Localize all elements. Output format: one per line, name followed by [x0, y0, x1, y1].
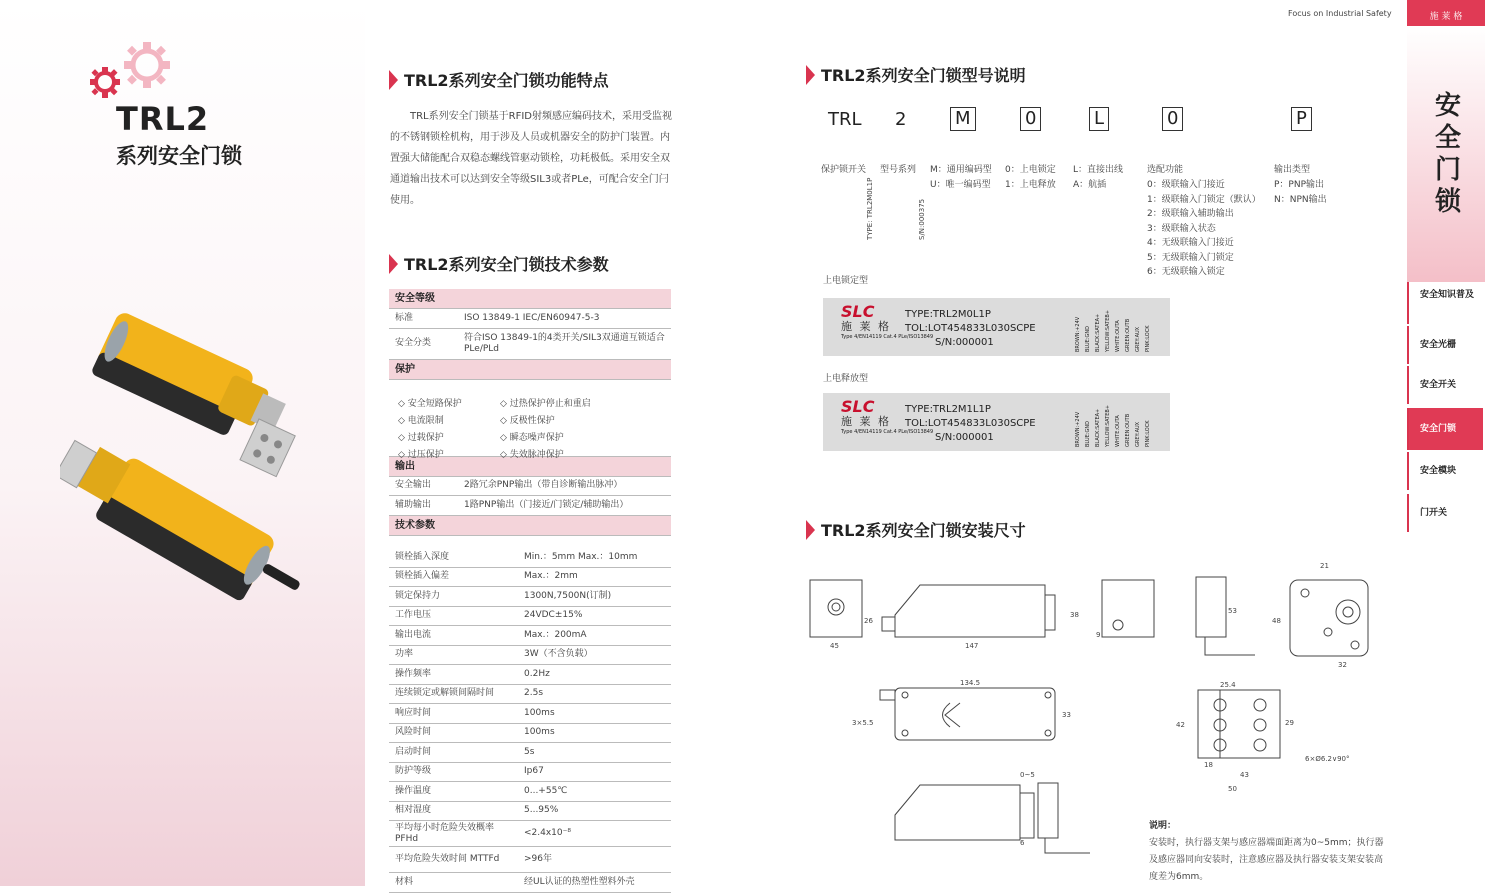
spec-key: 工作电压 — [389, 606, 518, 626]
brand-name: 施 莱 格 — [841, 320, 891, 333]
wire-label: PINK:LOCK — [1145, 325, 1151, 352]
wire-label: GREEN:OUTB — [1125, 413, 1131, 447]
spec-key: 辅助输出 — [389, 496, 458, 516]
code-out: P — [1291, 107, 1312, 131]
specs-heading: TRL2系列安全门锁技术参数 — [389, 252, 609, 275]
nameplate-lot: TOL:LOT454833L030SCPE — [905, 418, 1036, 429]
nameplate-release — [823, 393, 1170, 451]
desc-func: 4：无级联输入门接近 — [1147, 238, 1234, 248]
spec-value: 5...95% — [518, 801, 671, 821]
desc-out-title: 输出类型 — [1274, 165, 1311, 175]
dim-label: 6×Ø6.2∨90° — [1305, 755, 1350, 763]
dim-label: 50 — [1228, 785, 1237, 793]
dim-label: 134.5 — [960, 679, 981, 687]
label-lock-title: 上电锁定型 — [823, 276, 869, 286]
spec-value: ISO 13849-1 IEC/EN60947-5-3 — [458, 309, 671, 329]
wire-label: GREEN:OUTB — [1125, 318, 1131, 352]
spec-value: >96年 — [518, 847, 671, 873]
spec-value: 3W（不含负载） — [518, 645, 671, 665]
code-func: 0 — [1162, 107, 1183, 131]
wire-label: BROWN:+24V — [1075, 411, 1081, 447]
spec-key: 材料 — [389, 873, 518, 893]
slogan: Focus on Industrial Safety — [1288, 9, 1392, 18]
desc-func: 0：级联输入门接近 — [1147, 180, 1225, 190]
code-cable: L — [1089, 107, 1109, 131]
chevron-right-icon — [806, 65, 815, 85]
group-tech: 技术参数 — [389, 515, 671, 535]
spec-key: 连续锁定或解锁间隔时间 — [389, 684, 518, 704]
desc-cable0: L：直接出线 — [1073, 165, 1124, 175]
group-safety-level: 安全等级 — [389, 289, 671, 309]
spec-value: 24VDC±15% — [518, 606, 671, 626]
desc-lock0: 0：上电锁定 — [1005, 165, 1056, 175]
protection-item: ◇ 过载保护 — [398, 433, 444, 443]
tech-table — [389, 548, 671, 893]
dim-label: 33 — [1062, 711, 1071, 719]
nameplate-type: TYPE:TRL2M0L1P — [905, 309, 991, 320]
desc-func: 2：级联输入辅助输出 — [1147, 209, 1234, 219]
dim-label: 0~5 — [1020, 771, 1035, 779]
dim-label: 29 — [1285, 719, 1294, 727]
group-protection: 保护 — [389, 359, 671, 379]
spec-value: 1路PNP输出（门接近/门锁定/辅助输出） — [458, 496, 671, 516]
spec-value: Max.：200mA — [518, 626, 671, 646]
spec-key: 功率 — [389, 645, 518, 665]
spec-value: 经UL认证的热塑性塑料外壳 — [518, 873, 671, 893]
wire-label: PINK:LOCK — [1145, 420, 1151, 447]
wire-label: BLUE:GND — [1085, 326, 1091, 352]
wire-label: YELLOW:SATEB+ — [1105, 404, 1111, 447]
spec-value: 5s — [518, 743, 671, 763]
dim-label: 32 — [1338, 661, 1347, 669]
nameplate-cert: Type 4/EN14119 Cat.4 PLe/ISO13849 — [841, 429, 934, 435]
product-image — [60, 300, 360, 630]
wire-label: WHITE:OUTA — [1115, 320, 1121, 352]
code-trl: TRL — [828, 109, 862, 130]
brand-badge: 施 莱 格 — [1407, 0, 1485, 26]
group-output: 输出 — [389, 456, 671, 476]
spec-key: 安全分类 — [389, 328, 458, 359]
dim-label: 21 — [1320, 562, 1329, 570]
spec-value: 100ms — [518, 704, 671, 724]
spec-key: 锁栓插入偏差 — [389, 567, 518, 587]
sidebar-item-safety-switch[interactable]: 安全开关 — [1407, 366, 1483, 404]
spec-key: 平均危险失效时间 MTTFd — [389, 847, 518, 873]
dim-label: 25.4 — [1220, 681, 1236, 689]
protection-item: ◇ 过压保护 — [398, 450, 444, 460]
slc-logo: SLC — [841, 302, 875, 321]
wire-label: GREY:AUX — [1135, 421, 1141, 447]
sidebar-item-safety-knowledge[interactable]: 安全知识普及 — [1407, 282, 1483, 324]
install-drawings — [800, 555, 1400, 855]
nameplate-type: TYPE:TRL2M1L1P — [905, 404, 991, 415]
model-heading: TRL2系列安全门锁型号说明 — [806, 63, 1026, 86]
wire-list — [1075, 397, 1155, 447]
spec-key: 操作频率 — [389, 665, 518, 685]
spec-key: 锁栓插入深度 — [389, 548, 518, 567]
desc-type: 型号系列 — [880, 165, 917, 175]
wire-label: BLACK:SATEA+ — [1095, 313, 1101, 352]
desc-series: 保护锁开关 — [821, 165, 867, 175]
spec-key: 相对湿度 — [389, 801, 518, 821]
spec-value: 0.2Hz — [518, 665, 671, 685]
dim-label: 48 — [1272, 617, 1281, 625]
spec-value: Min.：5mm Max.：10mm — [518, 548, 671, 567]
spec-value: 符合ISO 13849-1的4类开关/SIL3双通道互锁适合PLe/PLd — [458, 328, 671, 359]
spec-key: 标准 — [389, 309, 458, 329]
spec-key: 风险时间 — [389, 723, 518, 743]
spec-value: 1300N,7500N(订制) — [518, 587, 671, 607]
sidebar-item-door-lock[interactable]: 安全门锁 — [1407, 408, 1483, 450]
wire-label: YELLOW:SATEB+ — [1105, 309, 1111, 352]
chevron-right-icon — [806, 520, 815, 540]
nameplate-info — [905, 308, 1036, 350]
wire-label: WHITE:OUTA — [1115, 415, 1121, 447]
spec-key: 平均每小时危险失效概率 PFHd — [389, 821, 518, 847]
nameplate-info — [905, 403, 1036, 445]
label-release-title: 上电释放型 — [823, 374, 869, 384]
protection-item: ◇ 反极性保护 — [500, 416, 555, 426]
chevron-right-icon — [389, 254, 398, 274]
nameplate-lock — [823, 298, 1170, 356]
wire-label: GREY:AUX — [1135, 326, 1141, 352]
protection-item: ◇ 电流限制 — [398, 416, 444, 426]
vertical-sn: S/N:000375 — [918, 198, 926, 240]
desc-func-title: 选配功能 — [1147, 165, 1184, 175]
dim-label: 18 — [1204, 761, 1213, 769]
features-heading: TRL2系列安全门锁功能特点 — [389, 68, 609, 91]
desc-m0: M：通用编码型 — [930, 165, 992, 175]
nameplate-cert: Type 4/EN14119 Cat.4 PLe/ISO13849 — [841, 334, 934, 340]
desc-func: 3：级联输入状态 — [1147, 223, 1216, 234]
spec-key: 操作温度 — [389, 782, 518, 802]
dim-label: 42 — [1176, 721, 1185, 729]
sidebar-title: 安全门锁 — [1435, 91, 1462, 217]
spec-value: <2.4x10⁻⁸ — [518, 821, 671, 847]
protection-item: ◇ 过热保护停止和重启 — [500, 399, 591, 409]
spec-key: 响应时间 — [389, 704, 518, 724]
spec-key: 输出电流 — [389, 626, 518, 646]
desc-m1: U：唯一编码型 — [930, 180, 991, 190]
spec-value: 100ms — [518, 723, 671, 743]
dim-label: 26 — [864, 617, 873, 625]
brand-name: 施 莱 格 — [841, 415, 891, 428]
dim-label: 43 — [1240, 771, 1249, 779]
install-note — [1149, 818, 1389, 886]
product-title: TRL2 — [116, 100, 210, 138]
sidebar-item-safety-module[interactable]: 安全模块 — [1407, 452, 1483, 490]
dim-label: 38 — [1070, 611, 1079, 619]
dim-label: 53 — [1228, 607, 1237, 615]
dim-label: 9 — [1096, 631, 1101, 639]
gear-icon — [85, 40, 175, 105]
dim-label: 6 — [1020, 839, 1025, 847]
protection-item: ◇ 安全短路保护 — [398, 399, 462, 409]
dim-label: 45 — [830, 642, 839, 650]
sidebar-item-light-curtain[interactable]: 安全光栅 — [1407, 326, 1483, 364]
desc-func: 1：级联输入门锁定（默认） — [1147, 194, 1261, 205]
nameplate-sn: S/N:000001 — [935, 337, 994, 348]
nameplate-lot: TOL:LOT454833L030SCPE — [905, 323, 1036, 334]
vertical-type: TYPE: TRL2M0L1P — [866, 177, 874, 240]
desc-lock1: 1：上电释放 — [1005, 180, 1056, 190]
product-subtitle: 系列安全门锁 — [116, 144, 242, 168]
features-body: TRL系列安全门锁基于RFID射频感应编码技术，采用受监视的不锈钢锁栓机构，用于涉及人员或机器安全的防护门装置。内置强大储能配合双稳态螺线管驱动锁栓，功耗极低。采用安全双通道输出技术可以达到安全等级SIL3或者PLe，可配合安全门闩使用。 — [390, 111, 672, 206]
wire-label: BLUE:GND — [1085, 421, 1091, 447]
nameplate-sn: S/N:000001 — [935, 432, 994, 443]
desc-out0: P：PNP输出 — [1274, 180, 1325, 190]
spec-key: 安全输出 — [389, 476, 458, 496]
desc-cable1: A：航插 — [1073, 180, 1107, 190]
spec-key: 启动时间 — [389, 743, 518, 763]
protection-item: ◇ 失效脉冲保护 — [500, 450, 564, 460]
protection-item: ◇ 瞬态噪声保护 — [500, 433, 564, 443]
spec-value: Max.：2mm — [518, 567, 671, 587]
code-series: 2 — [895, 109, 907, 130]
install-heading: TRL2系列安全门锁安装尺寸 — [806, 518, 1026, 541]
spec-value: 0...+55℃ — [518, 782, 671, 802]
desc-func: 5：无级联输入门锁定 — [1147, 252, 1234, 263]
wire-list — [1075, 302, 1155, 352]
chevron-right-icon — [389, 70, 398, 90]
dim-label: 147 — [965, 642, 979, 650]
wire-label: BLACK:SATEA+ — [1095, 408, 1101, 447]
sidebar-item-door-switch[interactable]: 门开关 — [1407, 494, 1483, 532]
code-m: M — [950, 107, 976, 131]
spec-value: 2.5s — [518, 684, 671, 704]
spec-key: 防护等级 — [389, 762, 518, 782]
spec-value: Ip67 — [518, 762, 671, 782]
wire-label: BROWN:+24V — [1075, 316, 1081, 352]
note-title: 说明： — [1149, 821, 1177, 831]
note-body: 安装时，执行器支架与感应器端面距离为0~5mm；执行器及感应器同向安装时，注意感应器及执行器安装支架安装高度差为6mm。 — [1149, 838, 1384, 882]
dim-label: 3×5.5 — [852, 719, 874, 727]
desc-out1: N：NPN输出 — [1274, 194, 1327, 205]
desc-func: 6：无级联输入锁定 — [1147, 267, 1225, 277]
spec-key: 锁定保持力 — [389, 587, 518, 607]
spec-value: 2路冗余PNP输出（带自诊断输出脉冲） — [458, 476, 671, 496]
code-lock: 0 — [1020, 107, 1041, 131]
slc-logo: SLC — [841, 397, 875, 416]
